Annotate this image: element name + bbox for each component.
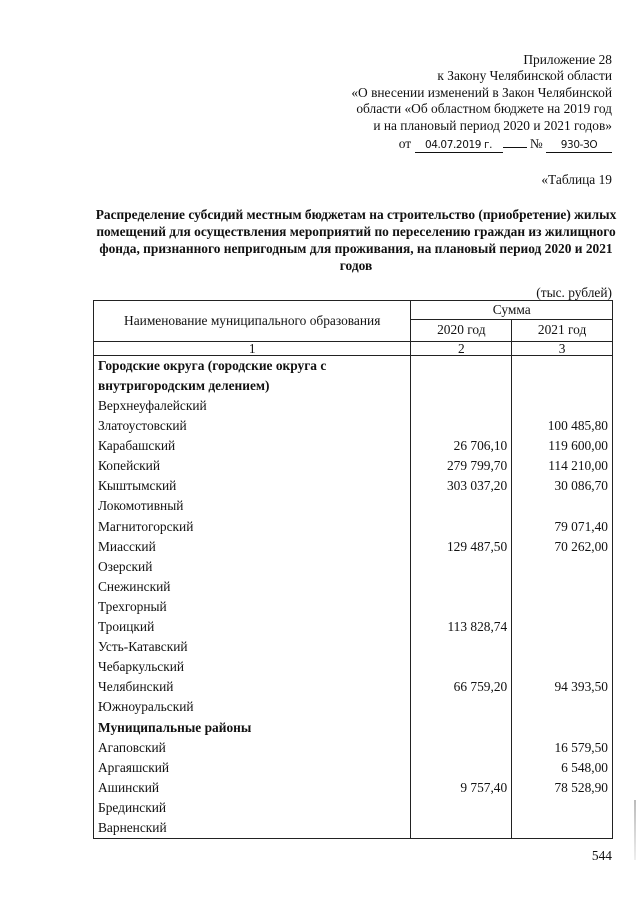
from-label: от (398, 136, 412, 151)
amount-2020: 113 828,74 (411, 617, 512, 637)
table-row (94, 697, 613, 717)
amount-2020 (411, 798, 512, 818)
table-row (94, 396, 613, 416)
amount-2021 (512, 577, 613, 597)
amount-2021: 16 579,50 (512, 738, 613, 758)
amount-2021: 114 210,00 (512, 456, 613, 476)
group-title: Городские округа (городские округа с внутригородским делением) (94, 356, 411, 397)
amount-2021: 6 548,00 (512, 758, 613, 778)
table-row (94, 657, 613, 677)
municipality-name: Брединский (94, 798, 411, 818)
amount-2020 (411, 597, 512, 617)
municipality-name: Златоустовский (94, 416, 411, 436)
amount-2021: 30 086,70 (512, 476, 613, 496)
table-row (94, 476, 613, 496)
empty-cell (512, 718, 613, 738)
table-body (94, 356, 613, 839)
amount-2021 (512, 557, 613, 577)
empty-cell (411, 718, 512, 738)
amount-2020: 9 757,40 (411, 778, 512, 798)
law-date: 04.07.2019 г. (415, 138, 503, 153)
table-row (94, 496, 613, 516)
municipality-name: Южноуральский (94, 697, 411, 717)
municipality-name: Трехгорный (94, 597, 411, 617)
municipality-name: Миасский (94, 537, 411, 557)
table-row (94, 778, 613, 798)
amount-2020 (411, 396, 512, 416)
page-number: 544 (591, 848, 612, 863)
municipality-name: Чебаркульский (94, 657, 411, 677)
amount-2021: 119 600,00 (512, 436, 613, 456)
unit-label: (тыс. рублей) (536, 285, 612, 300)
municipality-name: Варненский (94, 818, 411, 839)
table-row (94, 557, 613, 577)
amount-2021 (512, 798, 613, 818)
table-row (94, 738, 613, 758)
law-date-number-line (399, 136, 612, 153)
empty-cell (512, 356, 613, 397)
appendix-line: области «Об областном бюджете на 2019 год (356, 101, 612, 117)
law-number: 930-ЗО (546, 138, 612, 153)
municipality-name: Агаповский (94, 738, 411, 758)
amount-2021: 79 071,40 (512, 517, 613, 537)
header-2021: 2021 год (512, 319, 613, 341)
group-row (94, 356, 613, 397)
date-underline (503, 147, 527, 148)
municipality-name: Ашинский (94, 778, 411, 798)
amount-2020 (411, 637, 512, 657)
empty-cell (411, 356, 512, 397)
group-title: Муниципальные районы (94, 718, 411, 738)
municipality-name: Усть-Катавский (94, 637, 411, 657)
amount-2020 (411, 557, 512, 577)
amount-2020 (411, 758, 512, 778)
amount-2020 (411, 577, 512, 597)
amount-2020: 26 706,10 (411, 436, 512, 456)
amount-2021 (512, 637, 613, 657)
table-row (94, 758, 613, 778)
table-row (94, 436, 613, 456)
column-number: 3 (512, 342, 613, 356)
header-name: Наименование муниципального образования (94, 301, 411, 342)
amount-2020 (411, 657, 512, 677)
amount-2020 (411, 738, 512, 758)
amount-2020 (411, 496, 512, 516)
amount-2020: 279 799,70 (411, 456, 512, 476)
table-row (94, 517, 613, 537)
amount-2020: 303 037,20 (411, 476, 512, 496)
table-row (94, 577, 613, 597)
amount-2021: 70 262,00 (512, 537, 613, 557)
group-row (94, 718, 613, 738)
amount-2021: 100 485,80 (512, 416, 613, 436)
amount-2020: 66 759,20 (411, 677, 512, 697)
number-label: № (529, 136, 543, 151)
appendix-line: «О внесении изменений в Закон Челябинской (351, 84, 612, 100)
amount-2021 (512, 496, 613, 516)
header-2020: 2020 год (411, 319, 512, 341)
appendix-line: к Закону Челябинской области (437, 68, 612, 84)
table-row (94, 677, 613, 697)
municipality-name: Челябинский (94, 677, 411, 697)
municipality-name: Троицкий (94, 617, 411, 637)
appendix-line: Приложение 28 (523, 52, 612, 67)
municipality-name: Снежинский (94, 577, 411, 597)
amount-2021 (512, 697, 613, 717)
amount-2020 (411, 818, 512, 839)
table-row (94, 617, 613, 637)
table-row (94, 456, 613, 476)
amount-2020 (411, 697, 512, 717)
amount-2020: 129 487,50 (411, 537, 512, 557)
table-reference: «Таблица 19 (541, 172, 612, 187)
amount-2020 (411, 416, 512, 436)
scan-artifact (634, 800, 636, 860)
table-row (94, 637, 613, 657)
amount-2020 (411, 517, 512, 537)
municipality-name: Магнитогорский (94, 517, 411, 537)
subsidy-table (93, 300, 613, 839)
municipality-name: Локомотивный (94, 496, 411, 516)
amount-2021: 94 393,50 (512, 677, 613, 697)
amount-2021: 78 528,90 (512, 778, 613, 798)
amount-2021 (512, 597, 613, 617)
municipality-name: Озерский (94, 557, 411, 577)
appendix-header (252, 52, 612, 134)
table-row (94, 818, 613, 839)
column-number: 1 (94, 342, 411, 356)
amount-2021 (512, 396, 613, 416)
amount-2021 (512, 818, 613, 839)
municipality-name: Аргаяшский (94, 758, 411, 778)
municipality-name: Верхнеуфалейский (94, 396, 411, 416)
table-row (94, 798, 613, 818)
municipality-name: Карабашский (94, 436, 411, 456)
table-row (94, 416, 613, 436)
municipality-name: Кыштымский (94, 476, 411, 496)
document-title: Распределение субсидий местным бюджетам на строительство (приобретение) жилых помещений для осуществления мероприятий по переселению граждан из жилищного фонда, признанного непригодным для проживания, на плановый период 2020 и 2021 годов (95, 207, 617, 273)
appendix-line: и на плановый период 2020 и 2021 годов» (373, 117, 612, 133)
table-row (94, 537, 613, 557)
column-number: 2 (411, 342, 512, 356)
amount-2021 (512, 657, 613, 677)
municipality-name: Копейский (94, 456, 411, 476)
amount-2021 (512, 617, 613, 637)
header-sum: Сумма (411, 301, 613, 320)
table-row (94, 597, 613, 617)
